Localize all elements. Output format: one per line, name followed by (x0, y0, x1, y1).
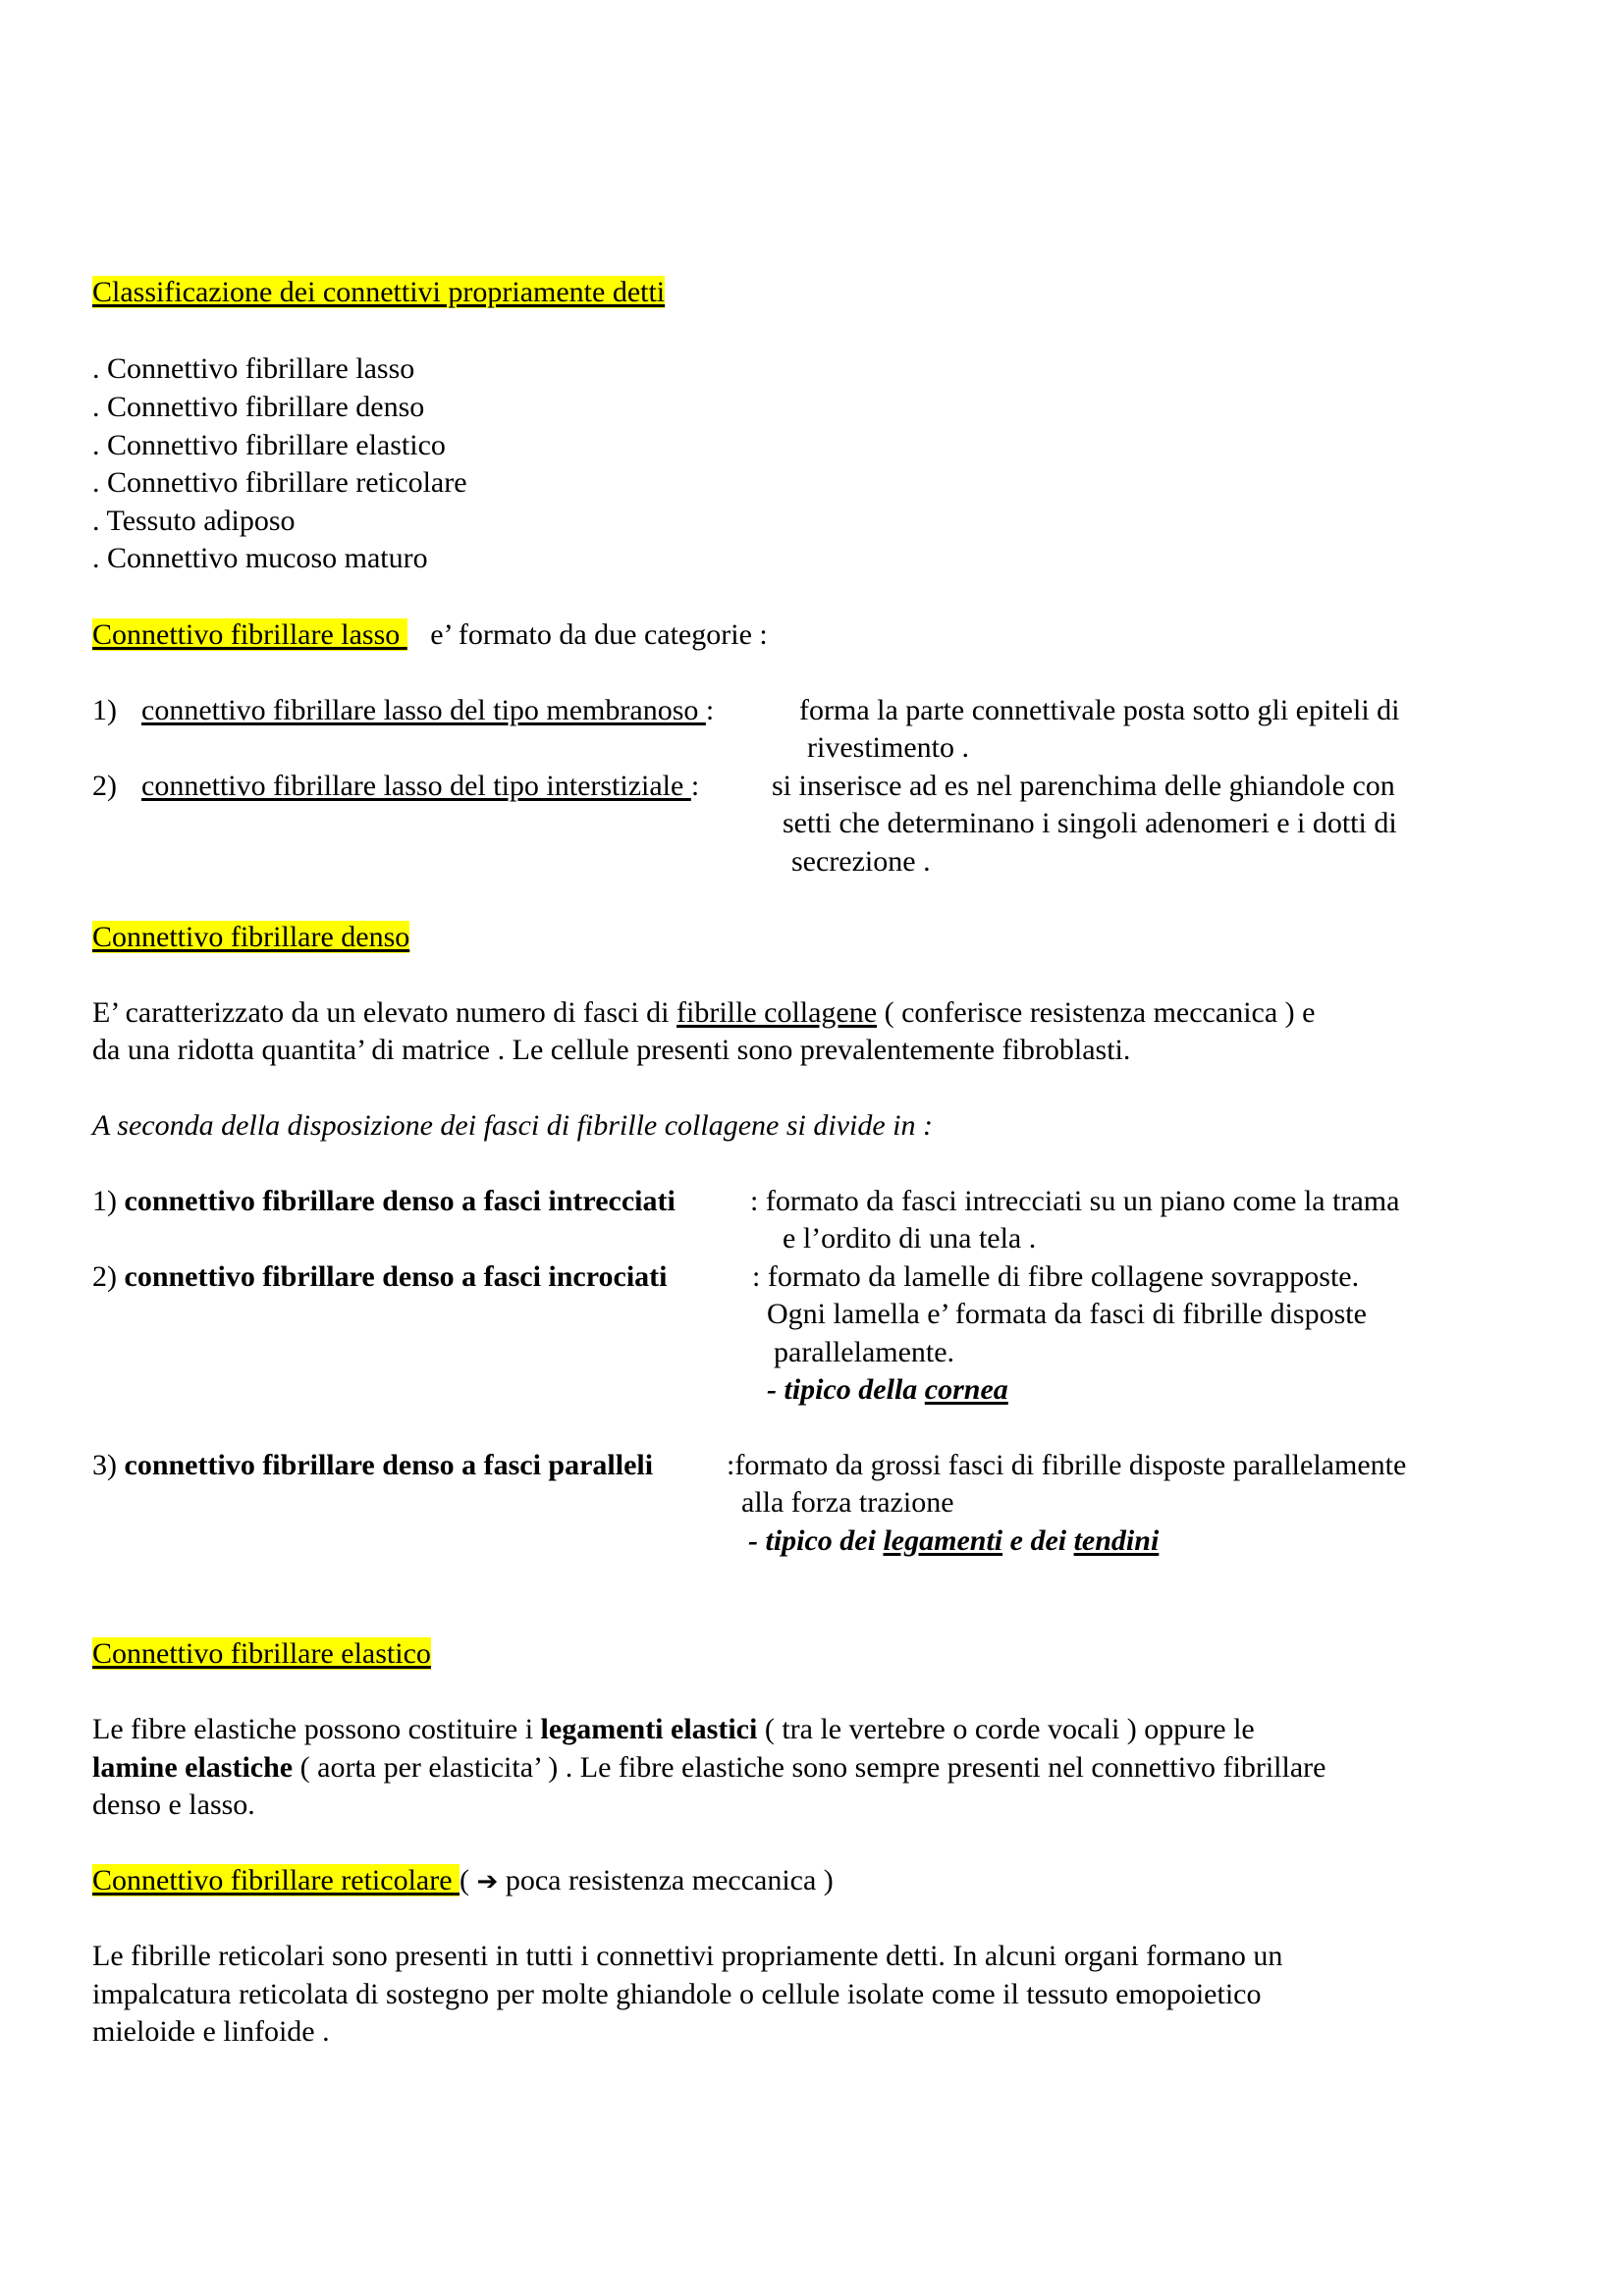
section-heading: Connettivo fibrillare lasso (92, 618, 407, 651)
denso-item-3-desc: :formato da grossi fasci di fibrille disposte parallelamente (727, 1449, 1407, 1481)
elastico-paragraph-line: Le fibre elastiche possono costituire i legamenti elastici ( tra le vertebre o corde vocali ) oppure le (92, 1713, 1255, 1745)
denso-item-2-desc-cont: parallelamente. (774, 1336, 955, 1368)
denso-item-2-desc-cont: Ogni lamella e’ formata da fasci di fibrille disposte (767, 1298, 1367, 1330)
right-arrow-icon: ➔ (476, 1867, 499, 1896)
lasso-item-1-number: 1) (92, 694, 117, 726)
elastico-paragraph-line: denso e lasso. (92, 1789, 255, 1821)
lasso-item-1-desc: forma la parte connettivale posta sotto gli epiteli di (799, 694, 1400, 726)
denso-item-3: 3) connettivo fibrillare denso a fasci paralleli (92, 1449, 654, 1481)
reticolare-paragraph-line: mieloide e linfoide . (92, 2015, 330, 2048)
denso-item-1-desc-cont: e l’ordito di una tela . (783, 1222, 1037, 1255)
denso-item-2: 2) connettivo fibrillare denso a fasci incrociati (92, 1260, 668, 1293)
list-item: . Connettivo fibrillare lasso (92, 352, 415, 385)
denso-paragraph-line: E’ caratterizzato da un elevato numero di fasci di fibrille collagene ( conferisce resistenza meccanica ) e (92, 996, 1316, 1029)
denso-item-2-note: - tipico della cornea (767, 1373, 1008, 1406)
lasso-item-1-desc-cont: rivestimento . (807, 731, 969, 764)
reticolare-paragraph-line: Le fibrille reticolari sono presenti in tutti i connettivi propriamente detti. In alcuni organi formano un (92, 1940, 1283, 1972)
denso-item-3-term: connettivo fibrillare denso a fasci paralleli (124, 1449, 654, 1481)
list-item: . Connettivo fibrillare elastico (92, 429, 446, 461)
lasso-item-2-term: connettivo fibrillare lasso del tipo interstiziale : (141, 770, 700, 802)
section-reticolare-heading-line: Connettivo fibrillare reticolare ( ➔ poca resistenza meccanica ) (92, 1864, 834, 1896)
section-intro: e’ formato da due categorie : (430, 618, 768, 651)
section-lasso-heading-line (92, 617, 768, 653)
denso-paragraph-line: da una ridotta quantita’ di matrice . Le cellule presenti sono prevalentemente fibroblasti. (92, 1034, 1131, 1066)
page-title: Classificazione dei connettivi propriamente detti (92, 276, 666, 308)
section-denso-heading: Connettivo fibrillare denso (92, 921, 410, 953)
denso-italic-intro: A seconda della disposizione dei fasci di fibrille collagene si divide in : (92, 1109, 933, 1142)
lasso-item-1-term: connettivo fibrillare lasso del tipo membranoso : (141, 694, 715, 726)
section-elastico-heading: Connettivo fibrillare elastico (92, 1637, 431, 1670)
elastico-paragraph-line: lamine elastiche ( aorta per elasticita’ ) . Le fibre elastiche sono sempre presenti nel connettivo fibrillare (92, 1751, 1326, 1784)
lasso-item-2-number: 2) (92, 770, 117, 802)
tendini-term: tendini (1073, 1524, 1160, 1557)
denso-item-1-term: connettivo fibrillare denso a fasci intrecciati (124, 1185, 676, 1217)
lasso-item-2-desc-cont: secrezione . (791, 845, 931, 878)
list-item: . Connettivo mucoso maturo (92, 542, 428, 574)
denso-item-2-desc: : formato da lamelle di fibre collagene sovrapposte. (752, 1260, 1360, 1293)
fibrille-collagene-term: fibrille collagene (676, 996, 878, 1029)
denso-item-2-term: connettivo fibrillare denso a fasci incrociati (124, 1260, 668, 1293)
list-item: . Tessuto adiposo (92, 505, 296, 537)
denso-item-3-desc-cont: alla forza trazione (741, 1486, 954, 1519)
list-item: . Connettivo fibrillare reticolare (92, 466, 467, 499)
lasso-item-2-desc-cont: setti che determinano i singoli adenomeri e i dotti di (783, 807, 1397, 839)
legamenti-term: legamenti (883, 1524, 1003, 1557)
denso-item-1: 1) connettivo fibrillare denso a fasci intrecciati (92, 1185, 676, 1217)
list-item: . Connettivo fibrillare denso (92, 391, 425, 423)
denso-item-1-desc: : formato da fasci intrecciati su un piano come la trama (750, 1185, 1400, 1217)
lasso-item-2-desc: si inserisce ad es nel parenchima delle ghiandole con (772, 770, 1395, 802)
section-heading: Connettivo fibrillare reticolare (92, 1864, 460, 1896)
cornea-term: cornea (924, 1373, 1008, 1406)
denso-item-3-note: - tipico dei legamenti e dei tendini (748, 1524, 1160, 1557)
reticolare-paragraph-line: impalcatura reticolata di sostegno per molte ghiandole o cellule isolate come il tessuto emopoietico (92, 1978, 1262, 2010)
